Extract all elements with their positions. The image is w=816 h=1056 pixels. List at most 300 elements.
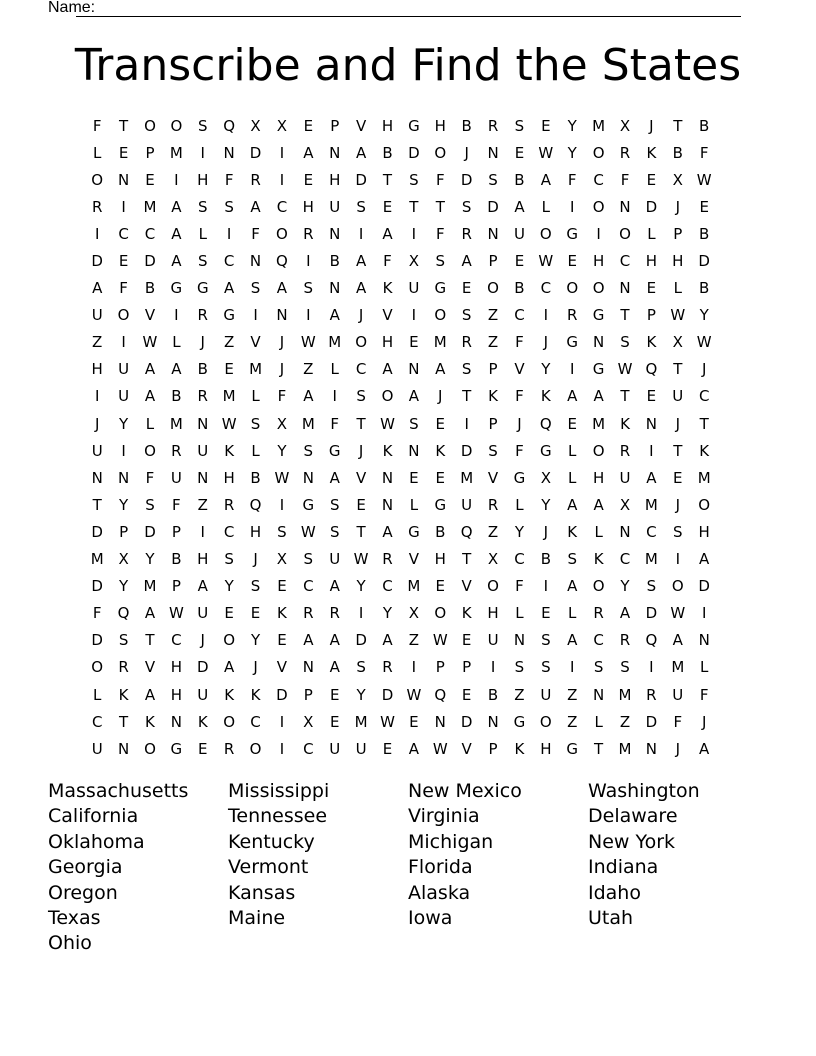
- grid-letter: N: [170, 712, 182, 731]
- grid-letter: T: [699, 414, 709, 433]
- grid-letter: Y: [567, 116, 577, 135]
- grid-letter: I: [121, 333, 126, 352]
- grid-letter: N: [223, 143, 235, 162]
- grid-letter: P: [488, 739, 498, 758]
- grid-letter: U: [91, 739, 103, 758]
- grid-letter: C: [593, 631, 604, 650]
- grid-letter: M: [618, 739, 632, 758]
- grid-letter: A: [699, 550, 710, 569]
- grid-letter: J: [464, 143, 469, 162]
- grid-letter: U: [672, 387, 684, 406]
- letter-grid: [84, 112, 717, 762]
- grid-letter: W: [432, 739, 448, 758]
- grid-letter: A: [144, 604, 156, 623]
- grid-letter: N: [408, 360, 420, 379]
- grid-letter: D: [196, 658, 209, 677]
- grid-letter: H: [170, 685, 182, 704]
- word-list: [48, 779, 768, 957]
- grid-letter: I: [701, 604, 707, 623]
- grid-letter: S: [461, 360, 472, 379]
- grid-letter: R: [487, 116, 499, 135]
- grid-letter: Y: [119, 414, 129, 433]
- grid-letter: O: [592, 197, 605, 216]
- grid-letter: H: [197, 550, 209, 569]
- grid-letter: U: [355, 739, 367, 758]
- grid-letter: A: [329, 306, 340, 325]
- grid-letter: I: [411, 658, 417, 677]
- grid-letter: P: [303, 685, 313, 704]
- grid-letter: K: [435, 441, 446, 460]
- word-list-item: Massachusetts: [48, 780, 189, 802]
- grid-letter: L: [409, 495, 419, 514]
- grid-letter: C: [593, 170, 604, 189]
- grid-letter: S: [461, 197, 472, 216]
- grid-letter: S: [461, 306, 472, 325]
- grid-letter: O: [91, 170, 104, 189]
- grid-letter: A: [408, 387, 420, 406]
- grid-letter: S: [277, 522, 287, 541]
- grid-letter: R: [593, 604, 604, 623]
- grid-letter: C: [223, 522, 235, 541]
- grid-letter: B: [540, 550, 551, 569]
- grid-letter: X: [276, 414, 288, 433]
- word-list-item: Kentucky: [228, 830, 315, 853]
- grid-letter: I: [358, 604, 364, 623]
- grid-letter: I: [94, 224, 100, 243]
- grid-letter: A: [382, 224, 393, 243]
- grid-letter: M: [644, 550, 658, 569]
- grid-letter: N: [117, 170, 130, 189]
- grid-letter: R: [303, 604, 314, 623]
- word-list-item: Georgia: [48, 856, 123, 879]
- grid-letter: T: [673, 116, 683, 135]
- grid-letter: S: [145, 495, 155, 514]
- grid-letter: H: [381, 333, 394, 352]
- name-label: Name:: [48, 0, 96, 16]
- grid-letter: T: [594, 739, 604, 758]
- grid-letter: U: [461, 495, 473, 514]
- grid-letter: C: [276, 197, 288, 216]
- word-list-item: New York: [588, 830, 676, 853]
- grid-letter: T: [620, 387, 630, 406]
- grid-letter: F: [699, 685, 709, 704]
- grid-letter: K: [461, 604, 472, 623]
- grid-letter: W: [380, 712, 395, 731]
- grid-letter: E: [356, 495, 366, 514]
- grid-letter: R: [646, 685, 657, 704]
- grid-letter: B: [435, 522, 446, 541]
- grid-letter: N: [645, 414, 658, 433]
- grid-letter: P: [171, 522, 181, 541]
- grid-letter: S: [197, 252, 208, 271]
- grid-letter: A: [567, 577, 578, 596]
- grid-letter: H: [592, 468, 605, 487]
- grid-letter: I: [464, 414, 469, 433]
- grid-letter: Q: [539, 414, 552, 433]
- grid-letter: B: [514, 170, 525, 189]
- grid-letter: D: [144, 252, 156, 271]
- grid-letter: S: [646, 577, 657, 596]
- grid-letter: B: [514, 279, 525, 298]
- grid-letter: N: [408, 441, 420, 460]
- grid-letter: X: [118, 550, 129, 569]
- grid-letter: A: [567, 495, 578, 514]
- grid-letter: A: [224, 279, 235, 298]
- grid-letter: W: [406, 685, 422, 704]
- grid-letter: S: [356, 387, 366, 406]
- grid-letter: T: [356, 522, 366, 541]
- grid-letter: R: [461, 333, 472, 352]
- grid-letter: I: [411, 224, 417, 243]
- grid-letter: Y: [224, 577, 234, 596]
- grid-letter: V: [382, 306, 393, 325]
- grid-letter: M: [407, 577, 421, 596]
- grid-letter: T: [673, 360, 683, 379]
- grid-letter: I: [121, 197, 126, 216]
- grid-letter: P: [646, 306, 656, 325]
- grid-letter: A: [567, 387, 578, 406]
- grid-letter: E: [118, 252, 129, 271]
- grid-letter: T: [462, 550, 472, 569]
- grid-letter: B: [144, 279, 156, 298]
- grid-letter: F: [383, 252, 392, 271]
- grid-letter: B: [197, 360, 208, 379]
- grid-letter: U: [408, 279, 420, 298]
- grid-letter: G: [592, 306, 605, 325]
- grid-letter: A: [329, 468, 340, 487]
- grid-letter: E: [382, 197, 393, 216]
- grid-letter: X: [619, 495, 631, 514]
- grid-letter: Q: [645, 631, 658, 650]
- grid-letter: O: [434, 143, 447, 162]
- grid-letter: I: [543, 306, 549, 325]
- grid-letter: F: [277, 387, 287, 406]
- grid-letter: A: [144, 685, 156, 704]
- grid-letter: I: [490, 658, 496, 677]
- grid-letter: E: [461, 685, 472, 704]
- grid-letter: P: [488, 252, 498, 271]
- grid-letter: H: [170, 658, 182, 677]
- grid-letter: H: [487, 604, 499, 623]
- grid-letter: O: [223, 712, 236, 731]
- grid-letter: B: [461, 116, 472, 135]
- grid-letter: C: [382, 577, 393, 596]
- grid-letter: A: [355, 279, 367, 298]
- grid-letter: C: [698, 387, 710, 406]
- grid-letter: Y: [356, 577, 366, 596]
- grid-letter: J: [358, 306, 364, 325]
- grid-letter: N: [117, 468, 130, 487]
- grid-letter: D: [645, 712, 658, 731]
- grid-letter: S: [356, 658, 366, 677]
- grid-letter: O: [487, 577, 499, 596]
- grid-letter: W: [274, 468, 290, 487]
- grid-letter: Q: [434, 685, 447, 704]
- grid-letter: R: [118, 658, 129, 677]
- grid-letter: Z: [619, 712, 631, 731]
- grid-letter: F: [567, 170, 577, 189]
- grid-letter: E: [435, 414, 446, 433]
- grid-letter: N: [197, 468, 209, 487]
- grid-letter: W: [432, 631, 448, 650]
- grid-letter: W: [168, 604, 184, 623]
- grid-letter: S: [250, 279, 261, 298]
- grid-letter: E: [277, 631, 287, 650]
- grid-letter: O: [249, 739, 262, 758]
- grid-letter: B: [699, 279, 710, 298]
- grid-letter: I: [200, 143, 205, 162]
- grid-letter: X: [276, 116, 288, 135]
- grid-letter: W: [617, 360, 633, 379]
- grid-letter: B: [250, 468, 261, 487]
- word-list-item: Michigan: [408, 830, 494, 853]
- grid-letter: R: [619, 143, 631, 162]
- grid-letter: F: [620, 170, 630, 189]
- grid-letter: Q: [117, 604, 130, 623]
- grid-letter: A: [329, 631, 340, 650]
- grid-letter: E: [303, 170, 314, 189]
- grid-letter: M: [143, 577, 157, 596]
- grid-letter: Y: [119, 577, 129, 596]
- grid-letter: K: [646, 333, 657, 352]
- grid-letter: E: [514, 252, 525, 271]
- grid-letter: I: [279, 495, 285, 514]
- grid-letter: U: [329, 197, 341, 216]
- grid-letter: N: [381, 495, 394, 514]
- grid-letter: F: [435, 170, 445, 189]
- grid-letter: S: [488, 441, 498, 460]
- grid-letter: S: [673, 522, 683, 541]
- grid-letter: I: [570, 360, 575, 379]
- grid-letter: I: [332, 387, 337, 406]
- grid-letter: N: [329, 143, 341, 162]
- grid-letter: V: [408, 550, 420, 569]
- grid-letter: A: [197, 577, 208, 596]
- grid-letter: V: [355, 468, 367, 487]
- grid-letter: E: [250, 604, 261, 623]
- grid-letter: E: [409, 712, 419, 731]
- grid-letter: S: [409, 170, 419, 189]
- grid-letter: K: [620, 414, 630, 433]
- grid-letter: D: [276, 685, 288, 704]
- grid-letter: T: [356, 414, 366, 433]
- grid-letter: R: [382, 658, 393, 677]
- grid-letter: E: [277, 577, 287, 596]
- grid-letter: A: [144, 387, 156, 406]
- grid-letter: Y: [514, 522, 525, 541]
- grid-letter: I: [649, 658, 654, 677]
- grid-letter: M: [618, 685, 632, 704]
- grid-letter: F: [92, 116, 102, 135]
- grid-letter: L: [568, 604, 577, 623]
- grid-letter: T: [382, 170, 393, 189]
- grid-letter: V: [487, 468, 499, 487]
- grid-letter: G: [408, 522, 420, 541]
- grid-letter: C: [223, 252, 235, 271]
- grid-letter: M: [644, 495, 658, 514]
- grid-letter: G: [592, 360, 605, 379]
- grid-letter: G: [170, 739, 183, 758]
- grid-letter: F: [699, 143, 709, 162]
- grid-letter: F: [515, 333, 524, 352]
- grid-letter: P: [171, 577, 181, 596]
- grid-letter: L: [515, 604, 524, 623]
- grid-letter: S: [329, 522, 340, 541]
- grid-letter: K: [145, 712, 155, 731]
- grid-letter: N: [645, 739, 658, 758]
- grid-letter: K: [277, 604, 287, 623]
- grid-letter: N: [249, 252, 262, 271]
- grid-letter: I: [596, 224, 601, 243]
- grid-letter: J: [253, 550, 258, 569]
- grid-letter: K: [593, 550, 604, 569]
- grid-letter: O: [592, 279, 605, 298]
- grid-letter: P: [488, 414, 498, 433]
- grid-letter: R: [487, 495, 499, 514]
- grid-letter: E: [435, 577, 446, 596]
- grid-letter: D: [355, 631, 367, 650]
- grid-letter: T: [435, 197, 445, 216]
- grid-letter: K: [250, 685, 261, 704]
- grid-letter: M: [592, 116, 606, 135]
- grid-letter: W: [221, 414, 237, 433]
- grid-letter: N: [381, 468, 394, 487]
- grid-letter: E: [567, 252, 577, 271]
- grid-letter: L: [647, 224, 656, 243]
- grid-letter: E: [567, 414, 577, 433]
- word-list-item: Ohio: [48, 932, 92, 955]
- grid-letter: I: [570, 658, 575, 677]
- grid-letter: R: [303, 224, 314, 243]
- word-list-item: Virginia: [408, 805, 480, 828]
- grid-letter: O: [592, 441, 605, 460]
- grid-letter: H: [223, 468, 235, 487]
- grid-letter: A: [382, 360, 393, 379]
- grid-letter: O: [566, 279, 579, 298]
- grid-letter: E: [303, 116, 314, 135]
- grid-letter: L: [251, 387, 260, 406]
- grid-letter: D: [144, 522, 156, 541]
- grid-letter: N: [698, 631, 710, 650]
- grid-letter: G: [302, 495, 315, 514]
- grid-letter: B: [382, 143, 393, 162]
- grid-letter: I: [279, 143, 285, 162]
- grid-letter: W: [670, 306, 686, 325]
- grid-letter: M: [592, 414, 606, 433]
- grid-letter: O: [592, 577, 605, 596]
- grid-letter: A: [355, 143, 367, 162]
- grid-letter: Y: [620, 577, 630, 596]
- word-list-item: Utah: [588, 906, 634, 929]
- grid-letter: F: [251, 224, 260, 243]
- grid-letter: Y: [382, 604, 393, 623]
- grid-letter: O: [381, 387, 394, 406]
- grid-letter: F: [145, 468, 155, 487]
- grid-letter: Z: [514, 685, 525, 704]
- grid-letter: P: [488, 360, 498, 379]
- grid-letter: K: [514, 739, 525, 758]
- grid-letter: D: [91, 631, 103, 650]
- grid-letter: X: [487, 550, 499, 569]
- grid-letter: K: [224, 685, 235, 704]
- grid-letter: C: [250, 712, 261, 731]
- word-list-item: Maine: [228, 906, 286, 929]
- grid-letter: B: [699, 224, 710, 243]
- grid-letter: A: [303, 143, 314, 162]
- grid-letter: M: [169, 143, 183, 162]
- grid-letter: A: [567, 631, 578, 650]
- grid-letter: R: [382, 550, 393, 569]
- grid-letter: Z: [197, 495, 208, 514]
- grid-letter: E: [145, 170, 155, 189]
- grid-letter: M: [671, 658, 685, 677]
- grid-letter: E: [224, 604, 234, 623]
- grid-letter: O: [144, 116, 156, 135]
- grid-letter: L: [515, 495, 524, 514]
- grid-letter: Y: [277, 441, 287, 460]
- grid-letter: E: [673, 468, 683, 487]
- grid-letter: B: [329, 252, 340, 271]
- grid-letter: J: [701, 712, 707, 731]
- grid-letter: T: [409, 197, 419, 216]
- grid-letter: E: [118, 143, 129, 162]
- grid-letter: J: [649, 116, 654, 135]
- grid-letter: E: [461, 279, 472, 298]
- grid-letter: D: [408, 143, 420, 162]
- grid-letter: X: [619, 116, 631, 135]
- grid-letter: L: [251, 441, 260, 460]
- grid-letter: D: [487, 197, 499, 216]
- grid-letter: Z: [487, 522, 499, 541]
- grid-letter: W: [538, 252, 554, 271]
- grid-letter: I: [174, 170, 179, 189]
- grid-letter: O: [434, 604, 447, 623]
- grid-letter: E: [329, 712, 340, 731]
- word-list-item: Oklahoma: [48, 830, 145, 853]
- grid-letter: M: [90, 550, 104, 569]
- grid-letter: T: [145, 631, 155, 650]
- grid-letter: M: [460, 468, 474, 487]
- grid-letter: A: [408, 739, 420, 758]
- grid-letter: N: [434, 712, 446, 731]
- grid-letter: L: [330, 360, 339, 379]
- grid-letter: A: [144, 360, 156, 379]
- word-list-item: Florida: [408, 856, 473, 879]
- grid-letter: J: [438, 387, 443, 406]
- grid-letter: Y: [699, 306, 709, 325]
- grid-letter: J: [675, 495, 680, 514]
- grid-letter: X: [672, 170, 683, 189]
- grid-letter: R: [171, 441, 182, 460]
- grid-letter: O: [170, 116, 183, 135]
- grid-letter: X: [408, 252, 420, 271]
- grid-letter: S: [118, 631, 129, 650]
- grid-letter: R: [461, 224, 472, 243]
- grid-letter: A: [619, 604, 631, 623]
- grid-letter: S: [303, 550, 314, 569]
- grid-letter: R: [329, 604, 340, 623]
- grid-letter: G: [566, 224, 579, 243]
- grid-letter: P: [330, 116, 340, 135]
- grid-letter: I: [411, 306, 417, 325]
- grid-letter: A: [435, 360, 446, 379]
- grid-letter: T: [462, 387, 472, 406]
- grid-letter: N: [593, 333, 605, 352]
- grid-letter: J: [517, 414, 522, 433]
- word-list-item: Texas: [48, 906, 101, 929]
- grid-letter: V: [514, 360, 525, 379]
- grid-letter: O: [223, 631, 236, 650]
